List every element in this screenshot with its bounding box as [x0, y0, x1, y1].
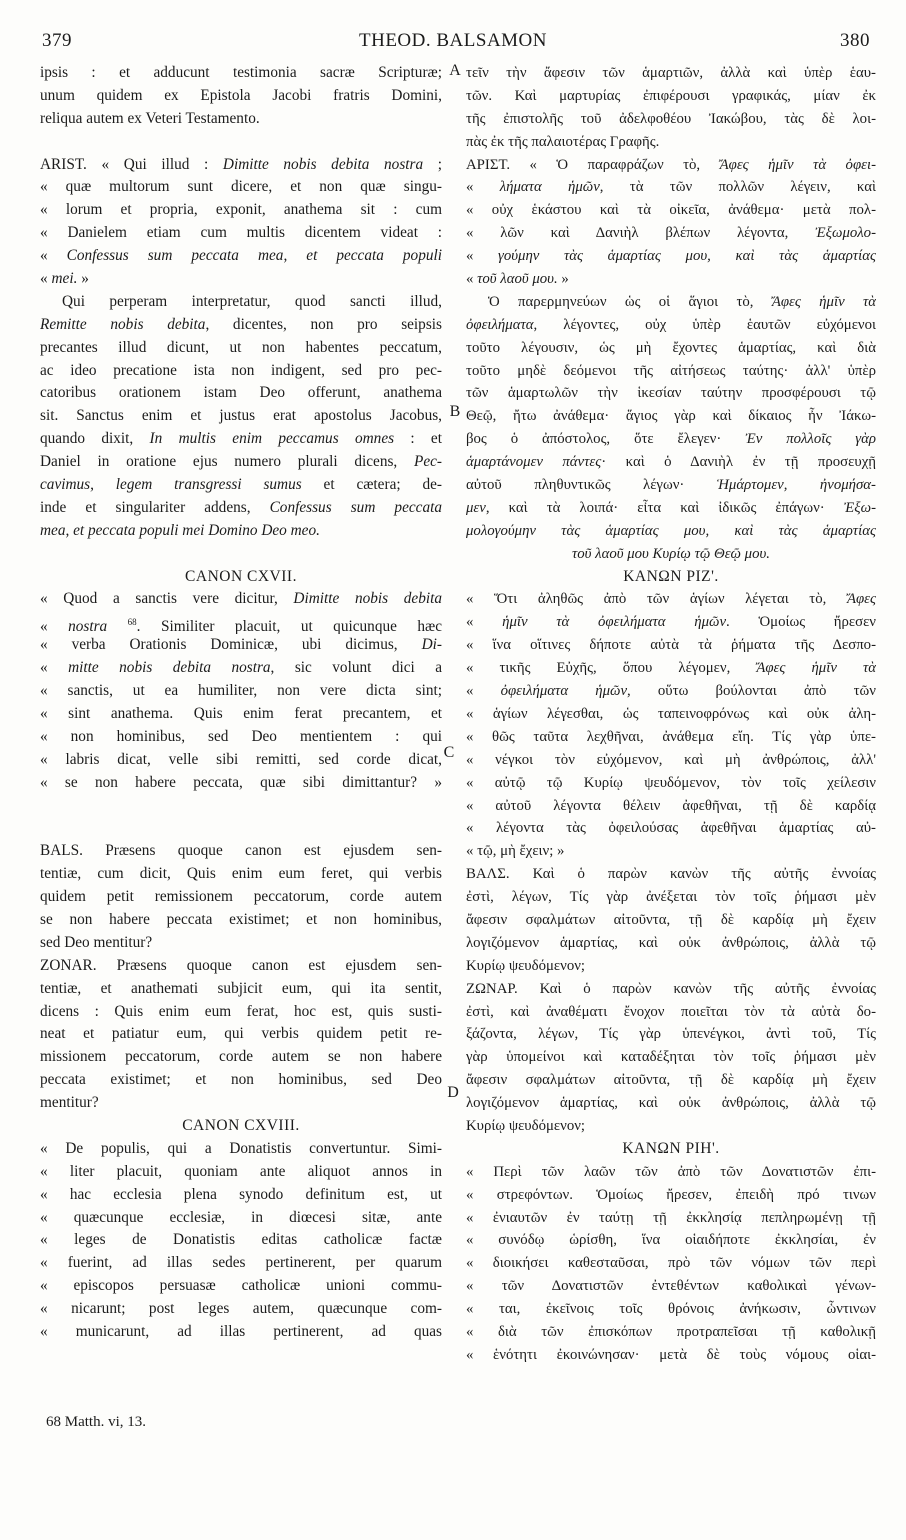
greek-line: Κυρίῳ ψευδόμενον; [466, 957, 586, 974]
latin-line: « De populis, qui a Donatistis convertuntur. Simi- [40, 1139, 442, 1157]
running-header [30, 30, 876, 56]
greek-line: ἐστὶ, λέγων, Τίς γὰρ ἀνέξεται τὸν τοῖς ῥήμασι μὲν [466, 889, 876, 906]
latin-line: tentiæ, et anathemati subjicit eum, qui ita sentit, [40, 979, 442, 997]
greek-line: « οὐχ ἑκάστου καὶ τὰ οἰκεῖα, ἀνάθεμα· μετὰ πολ- [466, 202, 876, 219]
greek-line: μεν, καὶ τὰ λοιπά· εἶτα καὶ ἰδικῶς ἐπάγων· Ἐξω- [466, 499, 876, 516]
latin-line: « Danielem etiam cum multis dicentem videat : [40, 224, 442, 242]
latin-line: « mitte nobis debita nostra, sic volunt dici a [40, 659, 442, 677]
latin-line: precantes illud dicunt, ut non habentes peccatum, [40, 338, 442, 356]
greek-line: « θῶς ταῦτα λεχθῆναι, ἀνάθεμα εἴη. Τίς γὰρ ὑπε- [466, 728, 876, 745]
greek-line: τεῖν τὴν ἄφεσιν τῶν ἁμαρτιῶν, ἀλλὰ καὶ ὑπὲρ ἑαυ- [466, 65, 876, 81]
greek-line: αὐτοῦ πληθυντικῶς λέγων· Ἡμάρτομεν, ἠνομήσα- [466, 477, 876, 494]
greek-line: « ἑνότητι ἐκοινώνησαν· μετὰ δὲ τοὺς νόμους οἱαι- [466, 1346, 876, 1363]
latin-line: ac ideo precatione ista non indigent, sed pro pec- [40, 361, 442, 379]
greek-line: ἁμαρτάνομεν πάντες· καὶ ὁ Δανιὴλ ἐν τῇ προσευχῇ [466, 454, 876, 471]
canon-heading-117: CANON CXVII. [185, 567, 297, 585]
greek-line: ὀφειλήματα, λέγοντες, οὐχ ὑπὲρ ἑαυτῶν εὐχόμενοι [466, 316, 876, 333]
latin-line: catoribus orationem istam Deo offerunt, anathema [40, 384, 442, 402]
greek-line: « τῷ, μὴ ἔχειν; » [466, 843, 565, 860]
greek-line: « διοικήσει καθεσταῦσαι, πρὸ τῶν νόμων τῶν περὶ [466, 1255, 876, 1272]
latin-line: ipsis : et adducunt testimonia sacræ Scripturæ; [40, 64, 442, 81]
greek-line: « ἁγίων λέγεσθαι, ὡς ταπεινοφρόνως καὶ οὐκ ἀλη- [466, 705, 876, 722]
greek-line: ἐστὶ, καὶ ἀναθέματι ἔνοχον ποιεῖται τὸν τὰ αὐτὰ δο- [466, 1003, 876, 1020]
latin-line: neat et patiatur eum, qui verbis quidem petit re- [40, 1025, 442, 1043]
latin-line: ARIST. « Qui illud : Dimitte nobis debita nostra ; [40, 155, 442, 173]
latin-line: « non hominibus, sed Deo mentientem : qui [40, 727, 442, 745]
latin-line: « mei. » [40, 270, 89, 288]
greek-line: « γούμην τὰς ἁμαρτίας μου, καὶ τὰς ἁμαρτίας [466, 248, 876, 265]
latin-line: dicens : Quis enim eum ferat, hoc est, quis susti- [40, 1002, 442, 1020]
latin-line: Remitte nobis debita, dicentes, non pro seipsis [40, 315, 442, 333]
latin-line: « nostra $^{68}$. Similiter placuit, ut quicunque hæc [40, 617, 442, 635]
latin-spacer [40, 131, 442, 154]
greek-line: ΖΩΝΑΡ. Καὶ ὁ παρὼν κανὼν τῆς αὐτῆς ἐννοίας [466, 980, 876, 997]
latin-line: se non habere peccata existimet; et non hominibus, [40, 910, 442, 928]
latin-line: Daniel in oratione ejus numero plurali dicens, Pec- [40, 453, 442, 471]
greek-line: ξάζοντα, λέγων, Τίς γὰρ ὑπενέγκοι, ἀντὶ τοῦ, Τίς [466, 1026, 876, 1043]
latin-line: « hac ecclesia plena synodo definitum est, ut [40, 1185, 442, 1203]
latin-line: « leges de Donatistis editas catholicæ factæ [40, 1231, 442, 1249]
latin-line: « sanctis, ut ea humiliter, non vere dicta sint; [40, 682, 442, 700]
latin-spacer [40, 543, 442, 566]
latin-line: ZONAR. Præsens quoque canon est ejusdem sen- [40, 956, 442, 974]
latin-line: unum quidem ex Epistola Jacobi fratris Domini, [40, 86, 442, 104]
greek-line: ἄφεσιν σφαλμάτων αἰτοῦντα, τῇ δὲ καρδίᾳ μὴ ἔχειν [466, 1072, 876, 1089]
canon-heading-117-greek: ΚΑΝΩΝ ΡΙΖ'. [623, 567, 719, 585]
latin-line: quidem petit remissionem peccatorum, corde autem [40, 888, 442, 906]
latin-line: « Confessus sum peccata mea, et peccata populi [40, 247, 442, 265]
greek-line: λογιζόμενον ἁμαρτίας, καὶ οὐκ ἀνθρώποις, ἀλλὰ τῷ [466, 934, 876, 951]
page-number-left: 379 [42, 30, 72, 51]
greek-line: « ἵνα οἵτινες δήποτε αὐτὰ τὰ ῥήματα τῆς Δεσπο- [466, 637, 876, 654]
margin-letter-d: D [447, 1084, 459, 1101]
greek-line: « ἐνιαυτῶν ἐν ταύτῃ τῇ ἐκκλησίᾳ πεπληρωμένῃ τῇ [466, 1209, 876, 1226]
greek-line: « διὰ τῶν ἐπισκόπων προτραπεῖσαι τῇ καθολικῇ [466, 1323, 876, 1340]
latin-line: « Quod a sanctis vere dicitur, Dimitte nobis debita [40, 590, 442, 608]
latin-line: inde et singulariter addens, Confessus sum peccata [40, 498, 442, 516]
greek-line: « ται, ἐκεῖνοις τοῖς θρόνοις ἀνήκωσιν, ὧντινων [466, 1301, 876, 1318]
latin-line: peccata existimet; et non hominibus, sed Deo [40, 1071, 442, 1089]
latin-line: missionem peccatorum, corde autem se non habere [40, 1048, 442, 1066]
latin-line: Qui perperam interpretatur, quod sancti illud, [62, 292, 442, 310]
greek-line: ἄφεσιν σφαλμάτων αἰτοῦντα, τῇ δὲ καρδίᾳ μὴ ἔχειν [466, 911, 876, 928]
latin-line: cavimus, legem transgressi sumus et cætera; de- [40, 476, 442, 494]
greek-line: ΒΑΛΣ. Καὶ ὁ παρὼν κανὼν τῆς αὐτῆς ἐννοίας [466, 866, 876, 883]
greek-line: λογιζόμενον ἁμαρτίας, καὶ οὐκ ἀνθρώποις, ἀλλὰ τῷ [466, 1095, 876, 1112]
latin-line: « liter placuit, quoniam ante aliquot annos in [40, 1162, 442, 1180]
latin-line: quando dixit, In multis enim peccamus omnes : et [40, 430, 442, 448]
greek-line: « στρεφόντων. Ὁμοίως ἤρεσεν, ἐπειδὴ πρό τινων [466, 1186, 876, 1203]
greek-line: « αὐτοῦ λέγοντα θέλειν ἀφεθῆναι, τῇ δὲ καρδίᾳ [466, 797, 876, 814]
greek-line: βος ὁ ἀπόστολος, ὅτε ἔλεγεν· Ἐν πολλοῖς γὰρ [466, 431, 876, 448]
latin-line: mentitur? [40, 1094, 99, 1112]
greek-line: « ἡμῖν τὰ ὀφειλήματα ἡμῶν. Ὁμοίως ἤρεσεν [466, 614, 876, 631]
greek-line: μολογούμην τὰς ἁμαρτίας μου, καὶ τὰς ἁμαρτίας [466, 522, 876, 539]
latin-line: « municarunt, ad illas pertinerent, ad quas [40, 1323, 442, 1340]
latin-column [40, 62, 442, 1344]
greek-line: Θεῷ, ἤτω ἀνάθεμα· ἅγιος γὰρ καὶ δίκαιος ἦν Ἰάκω- [466, 408, 876, 425]
greek-line: « τοῦ λαοῦ μου. » [466, 271, 569, 288]
greek-line: « Περὶ τῶν λαῶν τῶν ἀπὸ τῶν Δονατιστῶν ἐπι- [466, 1163, 876, 1180]
greek-line: τῶν ἁμαρτωλῶν τὴν ἱκεσίαν ταύτην προσφέρουσι τῷ [466, 385, 876, 402]
greek-column [466, 62, 876, 1367]
greek-line: γὰρ ὑπομείνοι καὶ καταδέξηται τὸν τοῖς ῥήμασι μὲν [466, 1049, 876, 1066]
greek-line: « λέγοντα τὰς ὀφειλούσας ἀφεθῆναι ἁμαρτίας αὐ- [466, 820, 876, 837]
running-title: THEOD. BALSAMON [359, 30, 547, 51]
greek-line: Κυρίῳ ψευδόμενον; [466, 1117, 586, 1134]
latin-line: mea, et peccata populi mei Domino Deo meo. [40, 521, 320, 539]
greek-line: « λῶν καὶ Δανιὴλ βλέπων λέγοντα, Ἐξωμολο- [466, 225, 876, 242]
greek-line: ΑΡΙΣΤ. « Ὁ παραφράζων τὸ, Ἄφες ἡμῖν τὰ ὀφει- [466, 156, 876, 173]
greek-line: Ὁ παρερμηνεύων ὡς οἱ ἅγιοι τὸ, Ἄφες ἡμῖν τὰ [488, 293, 876, 310]
margin-letter-b: B [449, 403, 461, 420]
greek-line: « τῶν Δονατιστῶν ἐντεθέντων καθολικαὶ γένων- [466, 1278, 876, 1295]
canon-heading-118: CANON CXVIII. [182, 1116, 300, 1134]
page-number-right: 380 [840, 30, 870, 51]
greek-line: « λήματα ἡμῶν, τὰ τῶν πολλῶν λέγειν, καὶ [466, 179, 876, 196]
footnote: 68 Matth. vi, 13. [46, 1414, 146, 1430]
latin-line: « sint anathema. Quis enim ferat precantem, et [40, 704, 442, 722]
greek-line: « αὐτῷ τῷ Κυρίῳ ψευδόμενον, τὸν τοῖς χείλεσιν [466, 774, 876, 791]
latin-line: « episcopos persuasæ catholicæ unioni commu- [40, 1277, 442, 1295]
greek-line: « νέγκοι τὸν εὐχόμενον, καὶ μὴ ἀνθρώποις, ἀλλ' [466, 751, 876, 768]
margin-letter-c: C [443, 744, 455, 761]
latin-line: « se non habere peccata, quæ sibi dimittantur? » [40, 773, 442, 791]
latin-line: « quæcunque ecclesiæ, in diœcesi sitæ, ante [40, 1208, 442, 1226]
latin-line: « labris dicat, velle sibi remitti, sed corde dicat, [40, 750, 442, 768]
latin-line: « lorum et propria, exponit, anathema sit : cum [40, 201, 442, 219]
greek-line: τῶν. Καὶ μαρτυρίας ἐπιφέρουσι γραφικάς, μίαν ἐκ [466, 87, 876, 104]
greek-line: « Ὅτι ἀληθῶς ἀπὸ τῶν ἁγίων λέγεται τὸ, Ἄφες [466, 591, 876, 608]
latin-line: « verba Orationis Dominicæ, ubi dicimus, Di- [40, 636, 442, 654]
latin-line: « quæ multorum sunt dicere, et non quæ singu- [40, 178, 442, 196]
greek-line: τοῦτο λέγουσιν, ὡς μὴ ἔχοντες ἁμαρτίας, καὶ διὰ [466, 339, 876, 356]
greek-line: « ὀφειλήματα ἡμῶν, οὕτω βούλονται ἀπὸ τῶν [466, 683, 876, 700]
greek-line: πὰς ἐκ τῆς παλαιοτέρας Γραφῆς. [466, 133, 660, 150]
latin-spacer [40, 795, 442, 841]
greek-line: « τικῆς Εὐχῆς, ὅπου λέγομεν, Ἄφες ἡμῖν τὰ [466, 660, 876, 677]
latin-line: tentiæ, cum dicit, Quis enim eum feret, qui verbis [40, 865, 442, 883]
canon-heading-118-greek: ΚΑΝΩΝ ΡΙΗ'. [622, 1139, 720, 1157]
latin-line: BALS. Præsens quoque canon est ejusdem sen- [40, 842, 442, 860]
margin-letter-a: A [449, 62, 461, 79]
latin-line: reliqua autem ex Veteri Testamento. [40, 109, 260, 127]
greek-line: « συνόδῳ ὡρίσθη, ἵνα οἱαιδήποτε ἐκκλησίαι, ἐν [466, 1232, 876, 1249]
latin-line: sed Deo mentitur? [40, 933, 153, 951]
greek-line: τῆς ἐπιστολῆς τοῦ ἀδελφοθέου Ἰακώβου, τὰς δὲ λοι- [466, 110, 876, 127]
greek-line: τοῦτο μηδὲ δεόμενοι τῆς αἰτήσεως ταύτης· ἀλλ' ὑπὲρ [466, 362, 876, 379]
latin-line: « fuerint, ad illas sedes pertinerent, per quarum [40, 1254, 442, 1272]
latin-line: sit. Sanctus enim et justus erat apostolus Jacobus, [40, 407, 442, 425]
greek-line: τοῦ λαοῦ μου Κυρίῳ τῷ Θεῷ μου. [571, 545, 770, 562]
latin-line: « nicarunt; post leges autem, quæcunque com- [40, 1300, 442, 1318]
